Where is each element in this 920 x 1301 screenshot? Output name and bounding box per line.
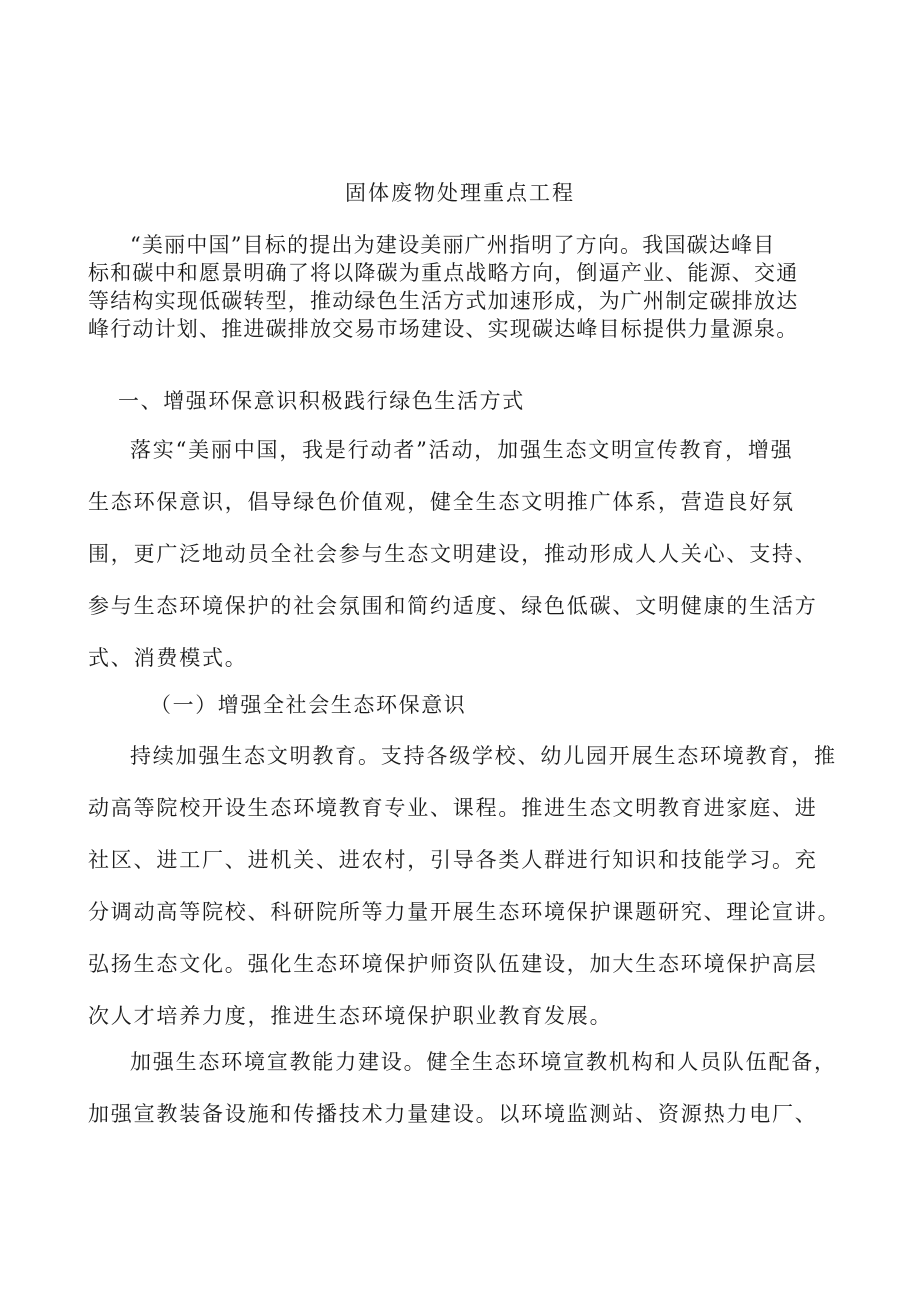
- paragraph-line: 次人才培养力度，推进生态环境保护职业教育发展。: [88, 1004, 613, 1028]
- paragraph-line: 围，更广泛地动员全社会参与生态文明建设，推动形成人人关心、支持、: [88, 542, 818, 566]
- document-title: 固体废物处理重点工程: [345, 181, 575, 205]
- paragraph-line: 加强生态环境宣教能力建设。健全生态环境宣教机构和人员队伍配备，: [130, 1050, 837, 1074]
- paragraph-line: 弘扬生态文化。强化生态环境保护师资队伍建设，加大生态环境保护高层: [88, 952, 818, 976]
- paragraph-line: 持续加强生态文明教育。支持各级学校、幼儿园开展生态环境教育，推: [130, 744, 837, 768]
- subsection-heading: （一）增强全社会生态环保意识: [150, 693, 467, 717]
- paragraph-line: 式、消费模式。: [88, 646, 248, 670]
- paragraph-line: 加强宣教装备设施和传播技术力量建设。以环境监测站、资源热力电厂、: [88, 1102, 818, 1126]
- intro-line: “美丽中国”目标的提出为建设美丽广州指明了方向。我国碳达峰目: [130, 233, 776, 257]
- paragraph-line: 生态环保意识，倡导绿色价值观，健全生态文明推广体系，营造良好氛: [88, 490, 795, 514]
- subsection1-paragraph-2: [88, 1047, 858, 1151]
- intro-line: 等结构实现低碳转型，推动绿色生活方式加速形成，为广州制定碳排放达: [88, 289, 799, 313]
- paragraph-line: 落实“美丽中国，我是行动者”活动，加强生态文明宣传教育，增强: [130, 438, 794, 462]
- paragraph-line: 动高等院校开设生态环境教育专业、课程。推进生态文明教育进家庭、进: [88, 796, 818, 820]
- intro-paragraph: [88, 231, 848, 343]
- section-heading: 一、增强环保意识积极践行绿色生活方式: [118, 389, 525, 413]
- section1-paragraph: [88, 435, 858, 695]
- intro-line: 标和碳中和愿景明确了将以降碳为重点战略方向，倒逼产业、能源、交通: [88, 261, 799, 285]
- paragraph-line: 参与生态环境保护的社会氛围和简约适度、绿色低碳、文明健康的生活方: [88, 594, 818, 618]
- paragraph-line: 社区、进工厂、进机关、进农村，引导各类人群进行知识和技能学习。充: [88, 848, 818, 872]
- intro-line: 峰行动计划、推进碳排放交易市场建设、实现碳达峰目标提供力量源泉。: [88, 317, 799, 341]
- paragraph-line: 分调动高等院校、科研院所等力量开展生态环境保护课题研究、理论宣讲。: [88, 900, 841, 924]
- subsection1-paragraph-1: [88, 741, 858, 1053]
